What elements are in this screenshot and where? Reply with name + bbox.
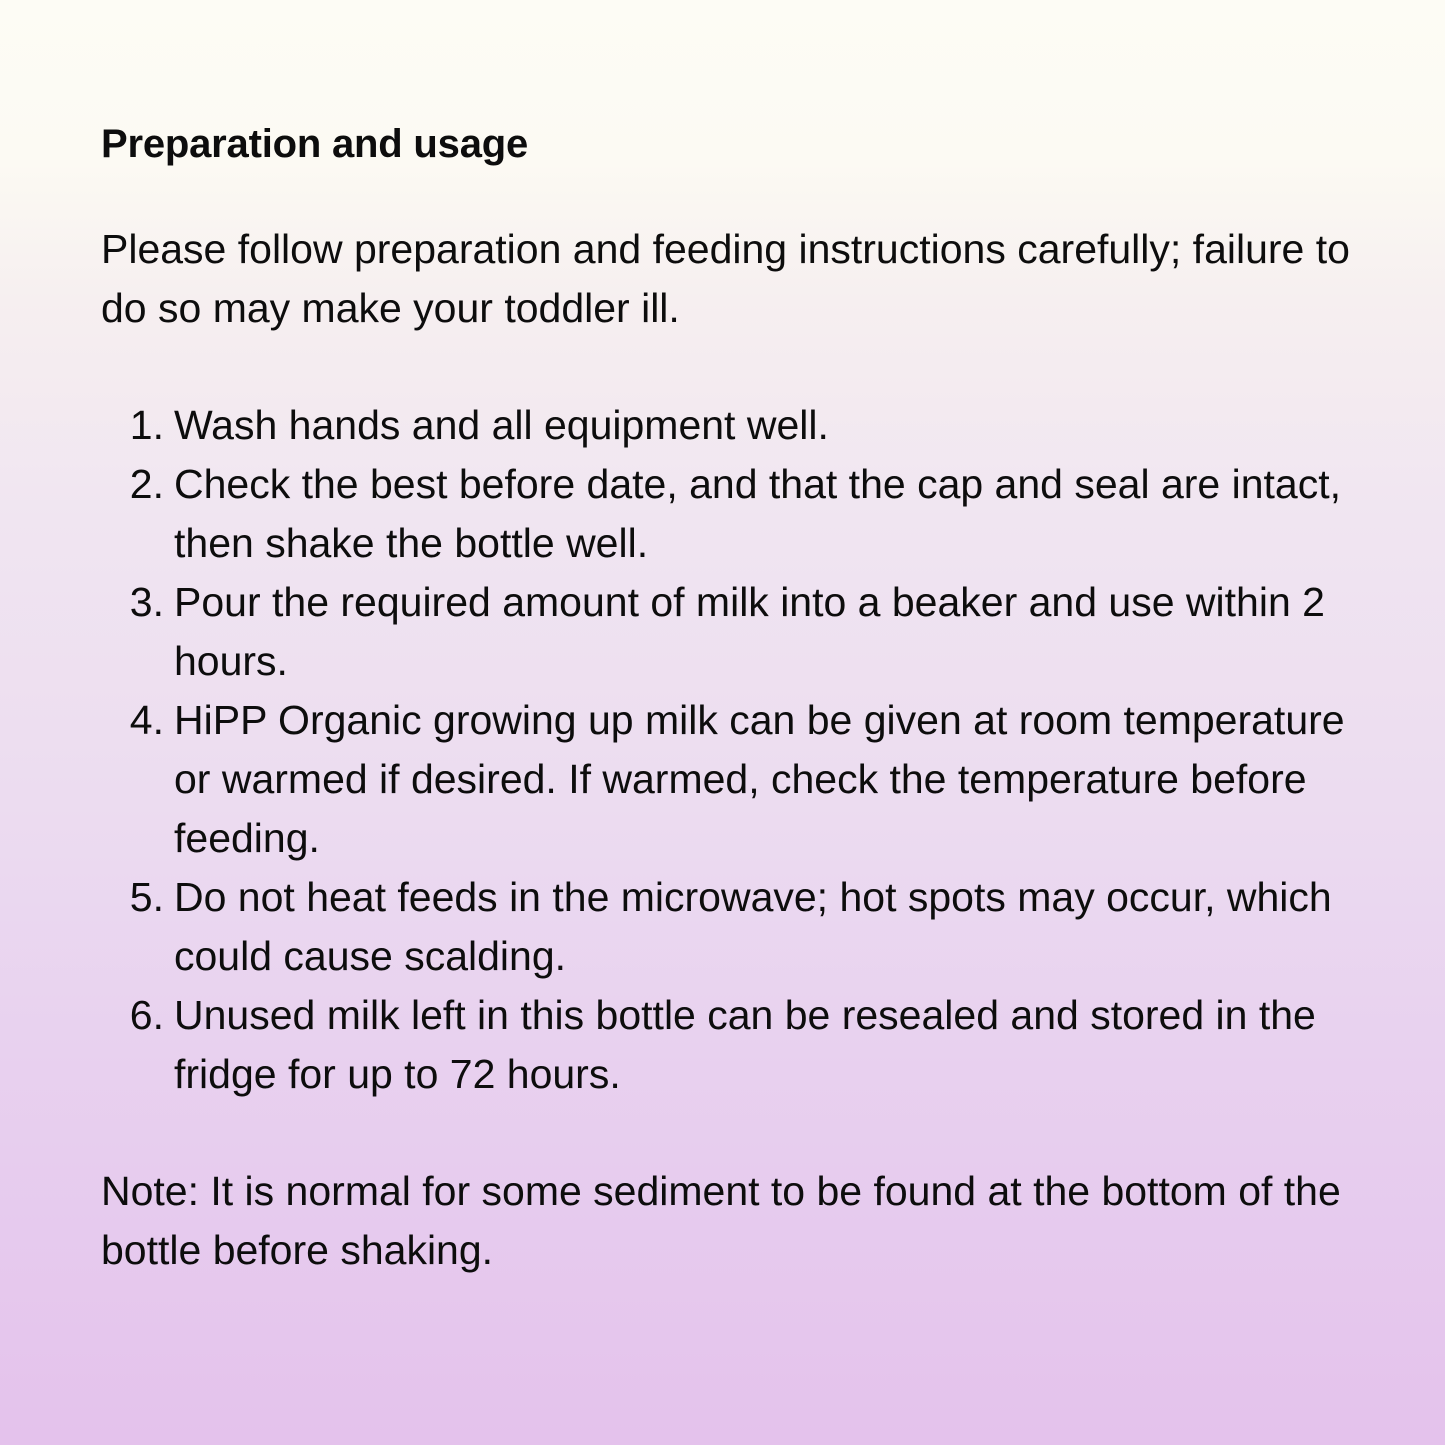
step-number: 3.: [129, 579, 164, 625]
step-text: Pour the required amount of milk into a beaker and use within 2 hours.: [174, 579, 1325, 684]
note-paragraph: Note: It is normal for some sediment to be found at the bottom of the bottle before shaking.: [101, 1168, 1341, 1273]
instruction-list: [101, 396, 1391, 1104]
step-text: Unused milk left in this bottle can be resealed and stored in the fridge for up to 72 hours.: [174, 992, 1316, 1097]
instruction-step: [101, 868, 1391, 986]
step-text: Do not heat feeds in the microwave; hot spots may occur, which could cause scalding.: [174, 874, 1332, 979]
instruction-step: [101, 573, 1391, 691]
document-body: [101, 118, 1391, 1280]
instruction-step: [101, 396, 1391, 455]
step-text: Wash hands and all equipment well.: [174, 402, 829, 448]
instruction-step: [101, 455, 1391, 573]
step-number: 4.: [129, 697, 164, 743]
step-number: 6.: [129, 992, 164, 1038]
step-number: 2.: [129, 461, 164, 507]
step-text: HiPP Organic growing up milk can be given at room temperature or warmed if desired. If warmed, check the temperature before feeding.: [174, 697, 1345, 861]
intro-paragraph: Please follow preparation and feeding instructions carefully; failure to do so may make your toddler ill.: [101, 226, 1350, 331]
step-number: 1.: [129, 402, 164, 448]
step-text: Check the best before date, and that the cap and seal are intact, then shake the bottle well.: [174, 461, 1341, 566]
instruction-step: [101, 986, 1391, 1104]
section-heading: Preparation and usage: [101, 122, 529, 166]
instruction-step: [101, 691, 1391, 868]
step-number: 5.: [129, 874, 164, 920]
